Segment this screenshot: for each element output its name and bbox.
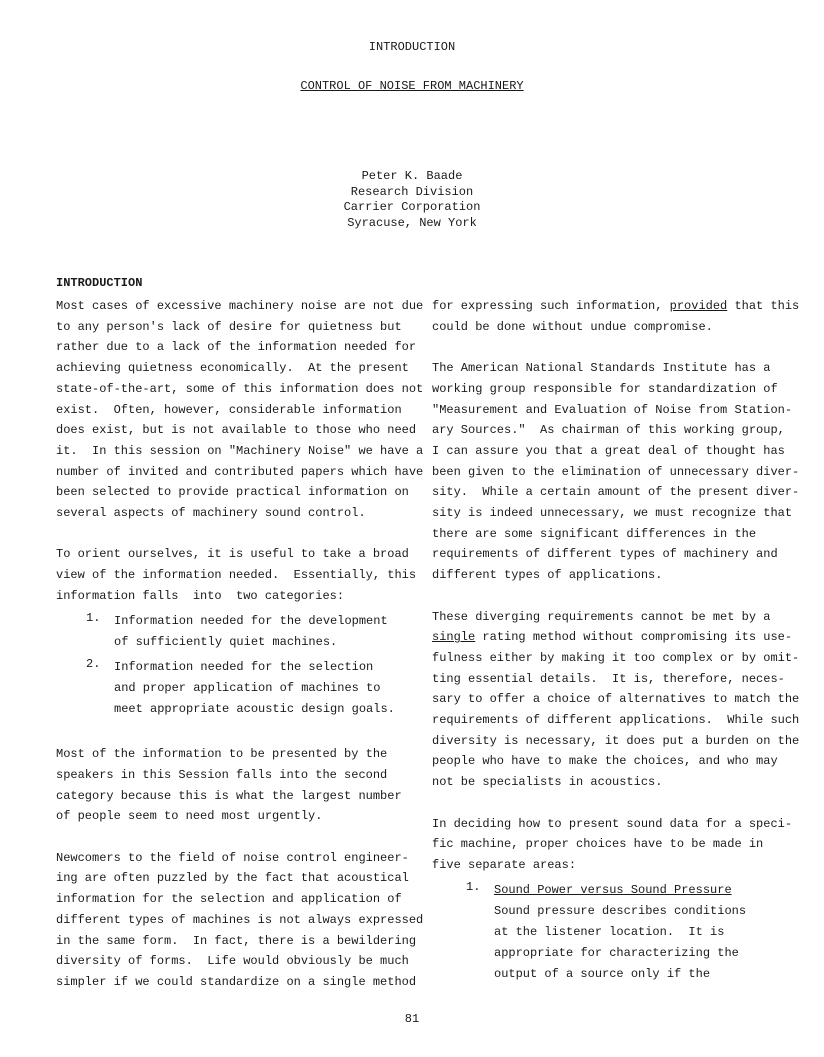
list-number: 1. — [466, 879, 481, 894]
text-line: it. In this session on "Machinery Noise" we have a — [56, 443, 424, 458]
text-line: information falls into two categories: — [56, 588, 345, 603]
area-list-item — [466, 880, 792, 985]
text-line: single rating method without compromising its use- — [432, 630, 793, 645]
text-line: The American National Standards Institute has a — [432, 361, 771, 376]
paragraph-expressing — [432, 296, 800, 337]
text-line: been given to the elimination of unnecessary diver- — [432, 464, 800, 479]
text-line: information for the selection and application of — [56, 892, 402, 907]
paragraph-diverging — [432, 607, 800, 793]
paragraph-intro — [56, 296, 424, 524]
text-line: output of a source only if the — [494, 966, 711, 981]
text-line: rather due to a lack of the information needed for — [56, 340, 417, 355]
list-heading: Sound Power versus Sound Pressure — [494, 882, 732, 897]
text-line: Most cases of excessive machinery noise are not due — [56, 299, 424, 313]
text-line: Newcomers to the field of noise control engineer- — [56, 850, 409, 865]
paragraph-session — [56, 744, 416, 827]
list-text — [114, 611, 388, 653]
paper-title — [0, 79, 824, 93]
text-line: of sufficiently quiet machines. — [114, 634, 338, 649]
text-line: view of the information needed. Essentially, this — [56, 568, 417, 583]
paragraph-deciding — [432, 814, 792, 876]
text-line: Most of the information to be presented by the — [56, 747, 388, 762]
text-line: different types of machines is not always expressed — [56, 912, 424, 927]
text-line: simpler if we could standardize on a single method — [56, 974, 417, 989]
text-line: sity is indeed unnecessary, we must recognize that — [432, 506, 793, 521]
text-line: diversity is necessary, it does put a burden on the — [432, 733, 800, 748]
section-heading: INTRODUCTION — [56, 276, 143, 290]
author-block — [0, 169, 824, 231]
category-list — [86, 611, 416, 720]
text-line: could be done without undue compromise. — [432, 319, 713, 334]
list-text — [494, 880, 746, 985]
text-line: number of invited and contributed papers which have — [56, 464, 424, 479]
right-column — [432, 296, 800, 989]
category-list-item — [86, 657, 416, 720]
text-line: working group responsible for standardization of — [432, 381, 778, 396]
text-line: category because this is what the largest number — [56, 788, 402, 803]
text-line: Sound pressure describes conditions — [494, 903, 747, 918]
running-header: INTRODUCTION — [368, 40, 456, 54]
text-line: in the same form. In fact, there is a bewildering — [56, 933, 417, 948]
list-number: 2. — [86, 656, 101, 671]
text-line: at the listener location. It is — [494, 924, 725, 939]
underlined-provided: provided — [669, 299, 728, 313]
text-line: ary Sources." As chairman of this working group, — [432, 423, 785, 438]
text-line: meet appropriate acoustic design goals. — [114, 701, 395, 716]
text-line: of people seem to need most urgently. — [56, 809, 323, 824]
left-column — [56, 296, 424, 993]
category-list-item — [86, 611, 416, 653]
text-line: requirements of different types of machinery and — [432, 547, 778, 562]
paper-title-text: CONTROL OF NOISE FROM MACHINERY — [300, 79, 524, 93]
text-line: state-of-the-art, some of this information does not — [56, 381, 424, 396]
text-line: fic machine, proper choices have to be made in — [432, 837, 764, 852]
text-line: speakers in this Session falls into the second — [56, 767, 388, 782]
author-division: Research Division — [350, 184, 474, 199]
list-text — [114, 657, 395, 720]
text-line: To orient ourselves, it is useful to take a broad — [56, 547, 409, 562]
text-line: ing are often puzzled by the fact that acoustical — [56, 871, 409, 886]
text-line: diversity of forms. Life would obviously be much — [56, 954, 409, 969]
text-line: different types of applications. — [432, 568, 663, 583]
text-line: requirements of different applications. While such — [432, 713, 800, 728]
text-line: appropriate for characterizing the — [494, 945, 739, 960]
text-line: "Measurement and Evaluation of Noise from Station- — [432, 402, 793, 417]
underlined-single: single — [432, 630, 476, 645]
text-line: Information needed for the development — [114, 613, 388, 628]
text-line: to any person's lack of desire for quietness but — [56, 319, 402, 334]
text-line: fulness either by making it too complex or by omit- — [432, 650, 800, 665]
author-location: Syracuse, New York — [347, 215, 477, 230]
text-line: I can assure you that a great deal of thought has — [432, 443, 785, 458]
text-line: for expressing such information, provided that this — [432, 299, 800, 313]
page-number: 81 — [404, 1012, 420, 1026]
text-line: exist. Often, however, considerable information — [56, 402, 402, 417]
paragraph-newcomers — [56, 848, 424, 993]
text-line: Information needed for the selection — [114, 659, 374, 674]
text-line: not be specialists in acoustics. — [432, 775, 663, 790]
text-line: does exist, but is not available to those who need — [56, 423, 417, 438]
text-line: several aspects of machinery sound control. — [56, 506, 366, 521]
text-line: five separate areas: — [432, 857, 577, 872]
paragraph-orient — [56, 544, 416, 606]
text-line: In deciding how to present sound data for a speci- — [432, 816, 793, 831]
text-line: there are some significant differences in the — [432, 526, 757, 541]
text-line: sary to offer a choice of alternatives to match the — [432, 692, 800, 707]
paragraph-ansi — [432, 358, 800, 586]
text-line: been selected to provide practical information on — [56, 485, 409, 500]
author-name: Peter K. Baade — [361, 169, 463, 183]
text-line: These diverging requirements cannot be met by a — [432, 609, 771, 624]
text-line: people who have to make the choices, and who may — [432, 754, 778, 769]
text-line: achieving quietness economically. At the present — [56, 361, 409, 376]
text-line: sity. While a certain amount of the present diver- — [432, 485, 800, 500]
author-company: Carrier Corporation — [343, 200, 481, 214]
text-line: and proper application of machines to — [114, 680, 381, 695]
list-number: 1. — [86, 610, 101, 625]
text-line: ting essential details. It is, therefore, neces- — [432, 671, 785, 686]
